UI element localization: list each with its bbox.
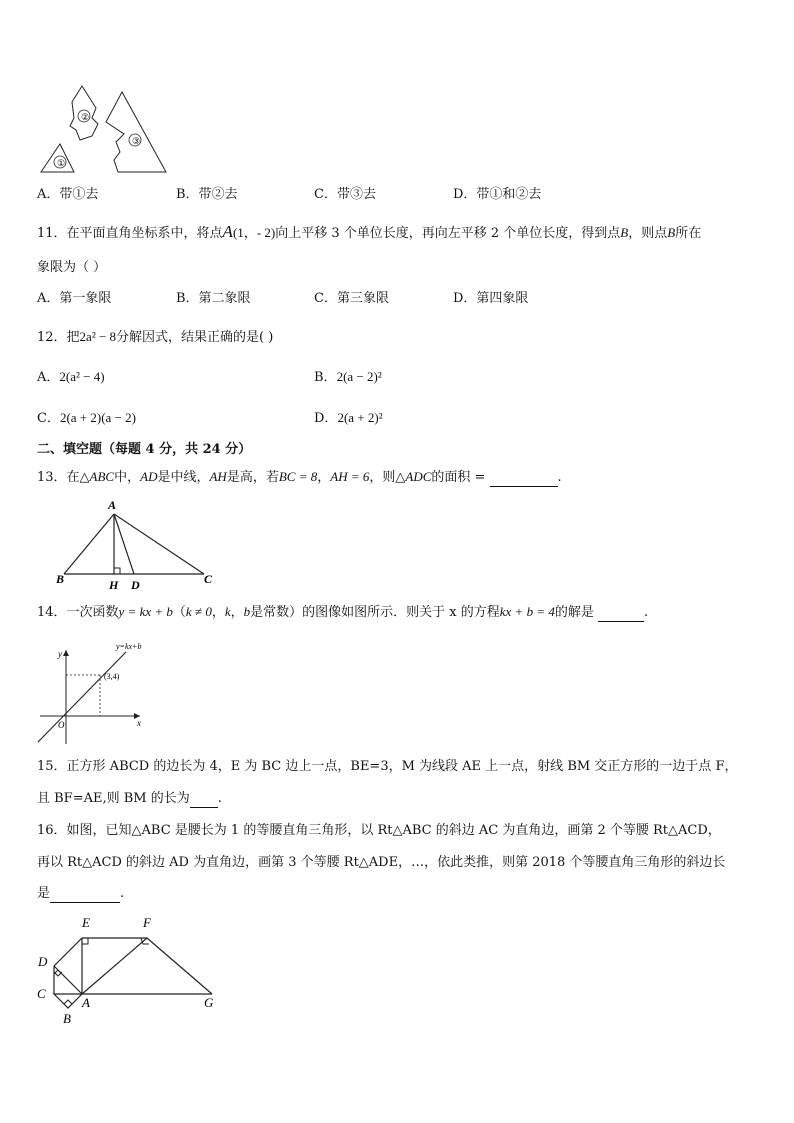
function-line — [38, 652, 126, 742]
q14-stem: 14．一次函数y = kx + b（k ≠ 0，k，b是常数）的图像如图所示．则关于 x 的方程kx + b = 4的解是 . — [37, 604, 649, 620]
q12-option-c[interactable]: C．2(a + 2)(a − 2) — [37, 410, 136, 426]
point-label: (3,4) — [104, 672, 120, 681]
q15-stem-line1: 15．正方形 ABCD 的边长为 4，E 为 BC 边上一点，BE=3，M 为线段 AE 上一点，射线 BM 交正方形的一边于点 F， — [37, 759, 738, 774]
q11-option-b[interactable]: B．第二象限 — [176, 291, 251, 306]
q10-option-c[interactable]: C．带③去 — [314, 187, 376, 202]
piece-3-shape — [106, 92, 166, 172]
piece-3-label: ③ — [132, 136, 141, 146]
q12-option-b[interactable]: B．2(a − 2)² — [314, 369, 382, 385]
label-g: G — [204, 995, 214, 1010]
q11-option-c[interactable]: C．第三象限 — [314, 291, 389, 306]
q11-option-a[interactable]: A．第一象限 — [37, 291, 112, 306]
q11-option-d[interactable]: D．第四象限 — [453, 291, 529, 306]
label-d: D — [38, 954, 48, 969]
q12-stem: 12．把2a² − 8分解因式，结果正确的是( ) — [37, 329, 274, 345]
label-b: B — [63, 1011, 71, 1026]
q13-stem: 13．在△ABC中，AD是中线，AH是高，若BC = 8，AH = 6，则△ADC的面积 = . — [37, 469, 562, 485]
label-h: H — [109, 578, 119, 592]
label-e: E — [82, 915, 90, 930]
q10-puzzle-figure — [36, 82, 172, 178]
label-b: B — [56, 572, 65, 586]
q14-answer-blank[interactable] — [598, 607, 644, 622]
q13-triangle-figure — [54, 496, 224, 592]
func-label: y=kx+b — [116, 642, 142, 651]
q15-stem-line2: 且 BF=AE,则 BM 的长为 . — [37, 791, 222, 806]
label-a: A — [82, 995, 90, 1010]
q16-stem-line2: 再以 Rt△ACD 的斜边 AD 为直角边，画第 3 个等腰 Rt△ADE，…，依此类推，则第 2018 个等腰直角三角形的斜边长 — [37, 855, 726, 870]
label-c: C — [37, 986, 46, 1001]
q10-option-d[interactable]: D．带①和②去 — [453, 187, 542, 202]
label-a: A — [108, 498, 117, 512]
x-axis-label: x — [137, 718, 141, 728]
q16-stem-line1: 16．如图，已知△ABC 是腰长为 1 的等腰直角三角形，以 Rt△ABC 的斜边 AC 为直角边，画第 2 个等腰 Rt△ACD， — [37, 823, 721, 838]
q16-triangles-figure — [32, 910, 222, 1028]
q10-option-a[interactable]: A．带①去 — [37, 187, 99, 202]
label-c: C — [204, 572, 213, 586]
q12-option-d[interactable]: D．2(a + 2)² — [314, 410, 383, 426]
q16-answer-blank[interactable] — [50, 888, 120, 903]
q15-answer-blank[interactable] — [190, 793, 218, 808]
q12-option-a[interactable]: A．2(a² − 4) — [37, 369, 105, 385]
q13-answer-blank[interactable] — [490, 472, 558, 487]
piece-2-label: ② — [81, 112, 90, 122]
q16-stem-line3: 是 . — [37, 886, 125, 901]
q10-option-b[interactable]: B．带②去 — [176, 187, 238, 202]
q14-graph-figure — [36, 640, 156, 746]
label-d: D — [131, 578, 140, 592]
q11-stem-line2: 象限为（ ） — [37, 260, 107, 275]
piece-1-label: ① — [57, 158, 66, 168]
q11-stem-line1: 11．在平面直角坐标系中，将点A(1，- 2)向上平移 3 个单位长度，再向左平移 2 个单位长度，得到点B，则点B所在 — [37, 222, 702, 241]
label-f: F — [143, 915, 151, 930]
origin-label: O — [58, 720, 65, 730]
y-axis-label: y — [58, 649, 62, 659]
section-2-heading: 二、填空题（每题 4 分，共 24 分） — [37, 442, 252, 457]
